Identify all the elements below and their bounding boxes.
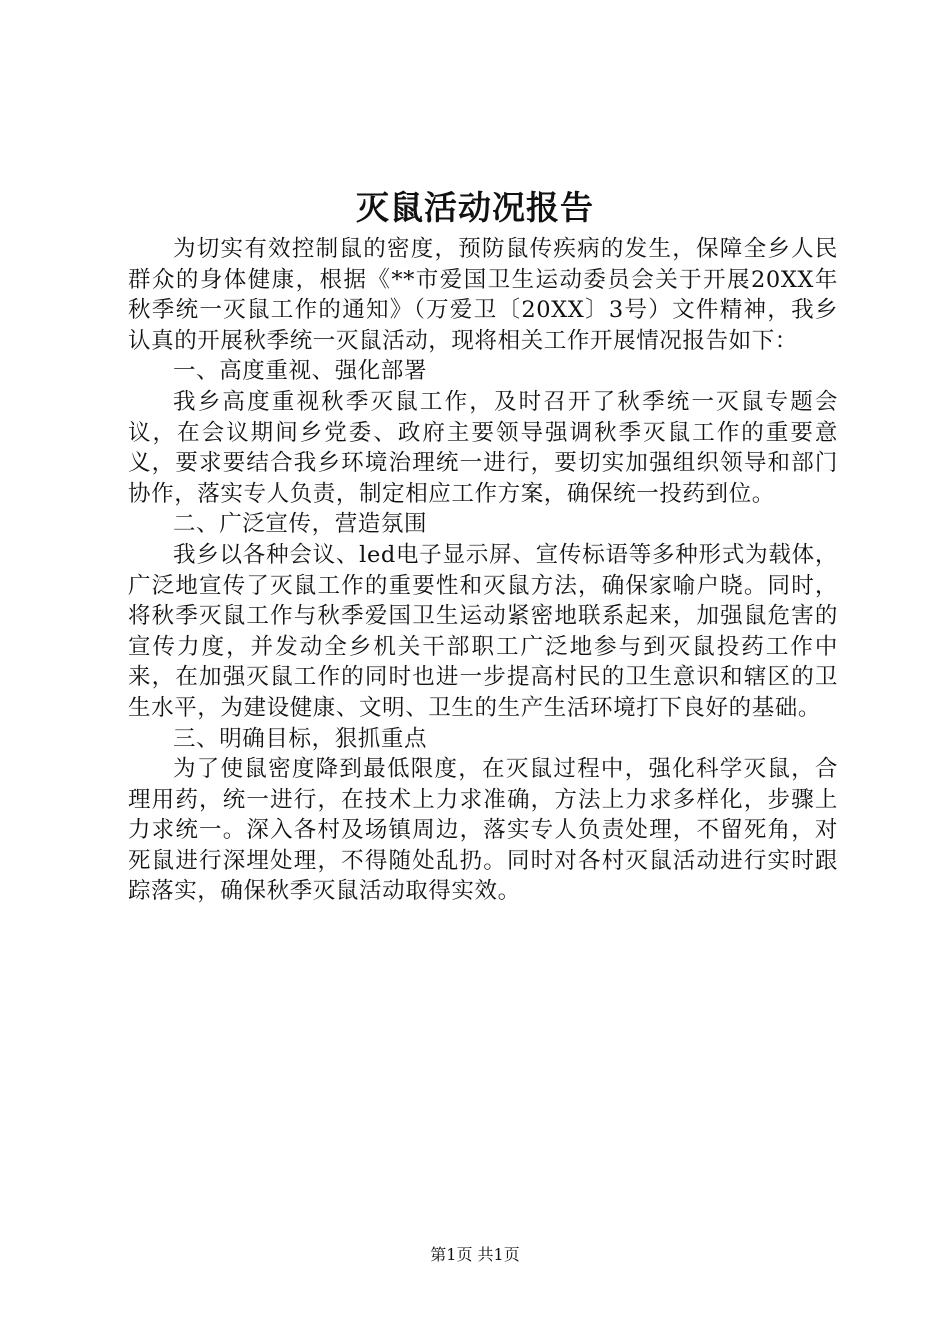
section-heading-2: 二、广泛宣传，营造氛围: [173, 511, 428, 538]
section-body-1: 我乡高度重视秋季灭鼠工作，及时召开了秋季统一灭鼠专题会议，在会议期间乡党委、政府主要领导强调秋季灭鼠工作的重要意义，要求要结合我乡环境治理统一进行，要切实加强组织领导和部门协作，落实专人负责，制定相应工作方案，确保统一投药到位。: [128, 388, 838, 507]
section-body-3: 为了使鼠密度降到最低限度，在灭鼠过程中，强化科学灭鼠，合理用药，统一进行，在技术上力求准确，方法上力求多样化，步骤上力求统一。深入各村及场镇周边，落实专人负责处理，不留死角，对死鼠进行深埋处理，不得随处乱扔。同时对各村灭鼠活动进行实时跟踪落实，确保秋季灭鼠活动取得实效。: [128, 756, 838, 905]
document-body: [128, 234, 838, 907]
intro-paragraph: 为切实有效控制鼠的密度，预防鼠传疾病的发生，保障全乡人民群众的身体健康，根据《**市爱国卫生运动委员会关于开展20XX年秋季统一灭鼠工作的通知》（万爱卫〔20XX〕3号）文件精神，我乡认真的开展秋季统一灭鼠活动，现将相关工作开展情况报告如下：: [128, 236, 838, 354]
page-footer: 第1页 共1页: [430, 1245, 520, 1264]
section-heading-1: 一、高度重视、强化部署: [173, 358, 428, 385]
section-heading-3: 三、明确目标，狠抓重点: [173, 725, 428, 752]
document-title: 灭鼠活动况报告: [356, 188, 594, 227]
section-body-2: 我乡以各种会议、led电子显示屏、宣传标语等多种形式为载体，广泛地宣传了灭鼠工作的重要性和灭鼠方法，确保家喻户晓。同时，将秋季灭鼠工作与秋季爱国卫生运动紧密地联系起来，加强鼠危害的宣传力度，并发动全乡机关干部职工广泛地参与到灭鼠投药工作中来，在加强灭鼠工作的同时也进一步提高村民的卫生意识和辖区的卫生水平，为建设健康、文明、卫生的生产生活环境打下良好的基础。: [128, 541, 838, 721]
